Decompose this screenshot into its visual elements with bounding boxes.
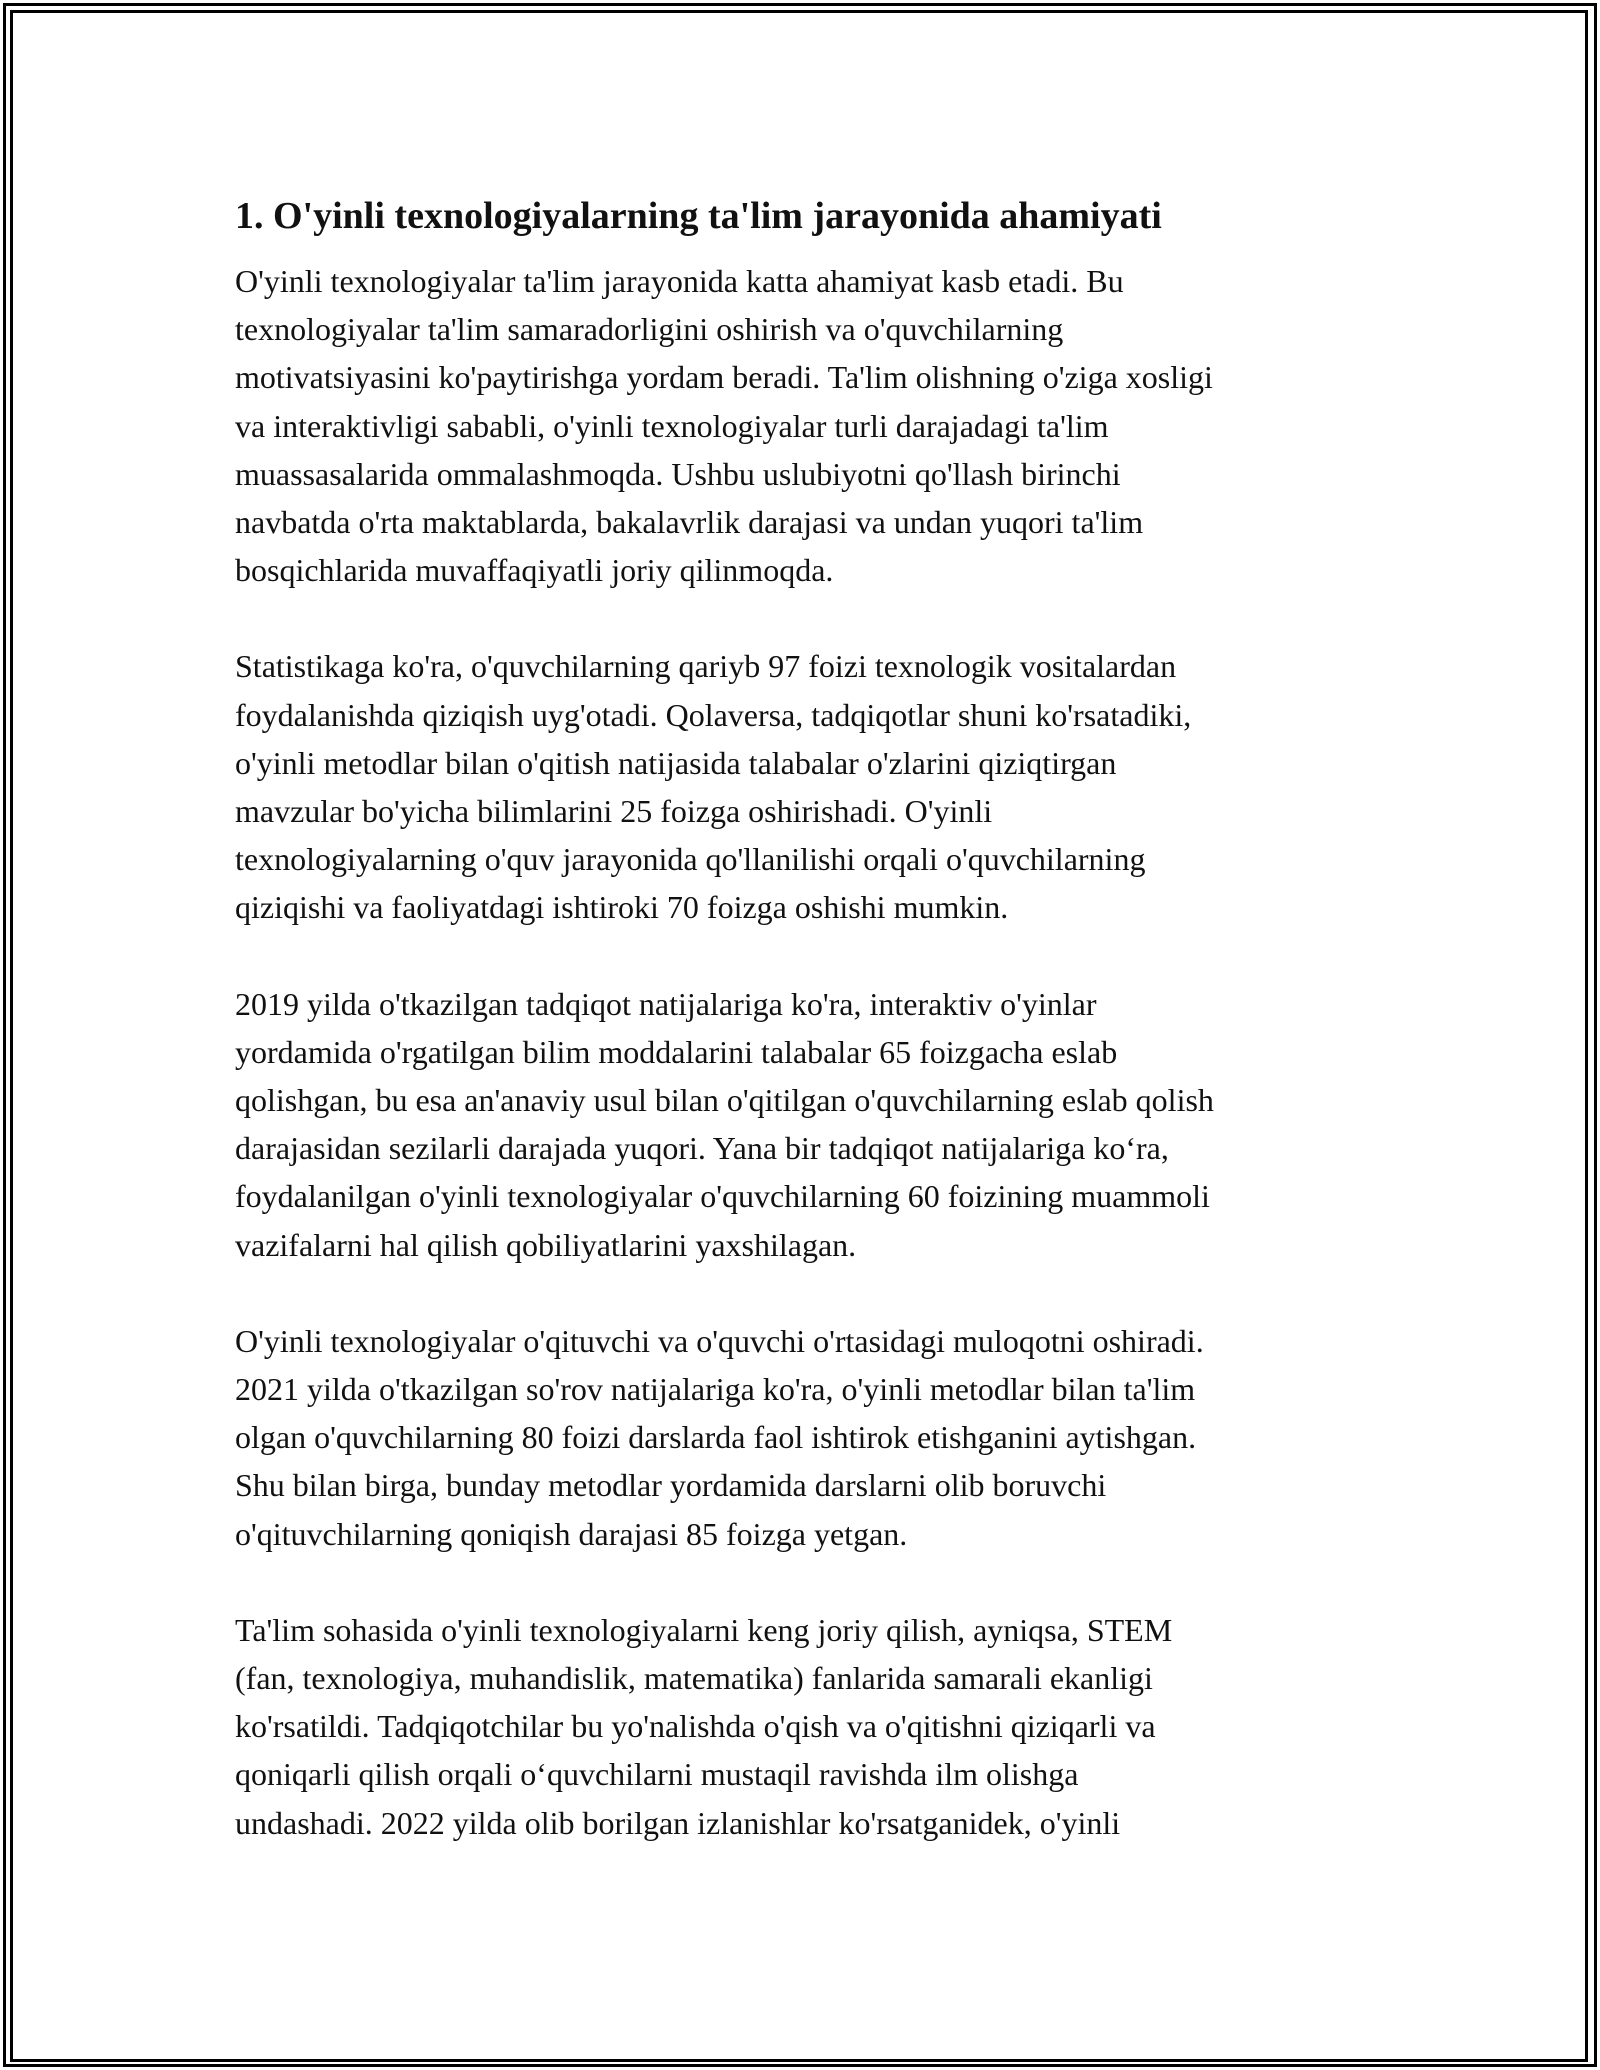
text-line: yordamida o'rgatilgan bilim moddalarini talabalar 65 foizgacha eslab [235,1033,1118,1070]
document-body [235,190,1375,1895]
text-line: va interaktivligi sababli, o'yinli texnologiyalar turli darajadagi ta'lim [235,407,1109,444]
text-line: O'yinli texnologiyalar o'qituvchi va o'quvchi o'rtasidagi muloqotni oshiradi. [235,1322,1204,1359]
text-line: darajasidan sezilarli darajada yuqori. Yana bir tadqiqot natijalariga ko‘ra, [235,1130,1169,1167]
text-line: Shu bilan birga, bunday metodlar yordamida darslarni olib boruvchi [235,1467,1107,1504]
paragraph-1 [235,257,1375,594]
text-line: motivatsiyasini ko'paytirishga yordam beradi. Ta'lim olishning o'ziga xosligi [235,359,1213,396]
text-line: qolishgan, bu esa an'anaviy usul bilan o'qitilgan o'quvchilarning eslab qolish [235,1082,1214,1119]
text-line: bosqichlarida muvaffaqiyatli joriy qilinmoqda. [235,552,834,589]
text-line: navbatda o'rta maktablarda, bakalavrlik darajasi va undan yuqori ta'lim [235,504,1144,541]
text-line: undashadi. 2022 yilda olib borilgan izlanishlar ko'rsatganidek, o'yinli [235,1804,1121,1841]
text-line: mavzular bo'yicha bilimlarini 25 foizga oshirishadi. O'yinli [235,793,993,830]
text-line: texnologiyalar ta'lim samaradorligini oshirish va o'quvchilarning [235,311,1064,348]
text-line: vazifalarni hal qilish qobiliyatlarini yaxshilagan. [235,1226,857,1263]
text-line: 2019 yilda o'tkazilgan tadqiqot natijalariga ko'ra, interaktiv o'yinlar [235,985,1097,1022]
text-line: (fan, texnologiya, muhandislik, matematika) fanlarida samarali ekanligi [235,1660,1153,1697]
text-line: O'yinli texnologiyalar ta'lim jarayonida katta ahamiyat kasb etadi. Bu [235,263,1124,299]
text-line: o'yinli metodlar bilan o'qitish natijasida talabalar o'zlarini qiziqtirgan [235,744,1117,781]
paragraph-2 [235,642,1375,931]
text-line: Ta'lim sohasida o'yinli texnologiyalarni keng joriy qilish, ayniqsa, STEM [235,1611,1173,1648]
paragraph-5 [235,1606,1375,1847]
text-line: 2021 yilda o'tkazilgan so'rov natijalariga ko'ra, o'yinli metodlar bilan ta'lim [235,1371,1196,1408]
text-line: Statistikaga ko'ra, o'quvchilarning qariyb 97 foizi texnologik vositalardan [235,648,1177,685]
text-line: o'qituvchilarning qoniqish darajasi 85 foizga yetgan. [235,1515,908,1552]
paragraph-4 [235,1317,1375,1558]
text-line: foydalanilgan o'yinli texnologiyalar o'quvchilarning 60 foizining muammoli [235,1178,1210,1215]
paragraph-3 [235,980,1375,1269]
text-line: olgan o'quvchilarning 80 foizi darslarda faol ishtirok etishganini aytishgan. [235,1419,1197,1456]
text-line: qoniqarli qilish orqali o‘quvchilarni mustaqil ravishda ilm olishga [235,1756,1079,1793]
text-line: qiziqishi va faoliyatdagi ishtiroki 70 foizga oshishi mumkin. [235,889,1009,926]
section-heading: 1. O'yinli texnologiyalarning ta'lim jarayonida ahamiyati [235,195,1162,237]
text-line: muassasalarida ommalashmoqda. Ushbu uslubiyotni qo'llash birinchi [235,455,1121,492]
text-line: ko'rsatildi. Tadqiqotchilar bu yo'nalishda o'qish va o'qitishni qiziqarli va [235,1708,1156,1745]
text-line: foydalanishda qiziqish uyg'otadi. Qolaversa, tadqiqotlar shuni ko'rsatadiki, [235,696,1192,733]
text-line: texnologiyalarning o'quv jarayonida qo'llanilishi orqali o'quvchilarning [235,841,1146,878]
